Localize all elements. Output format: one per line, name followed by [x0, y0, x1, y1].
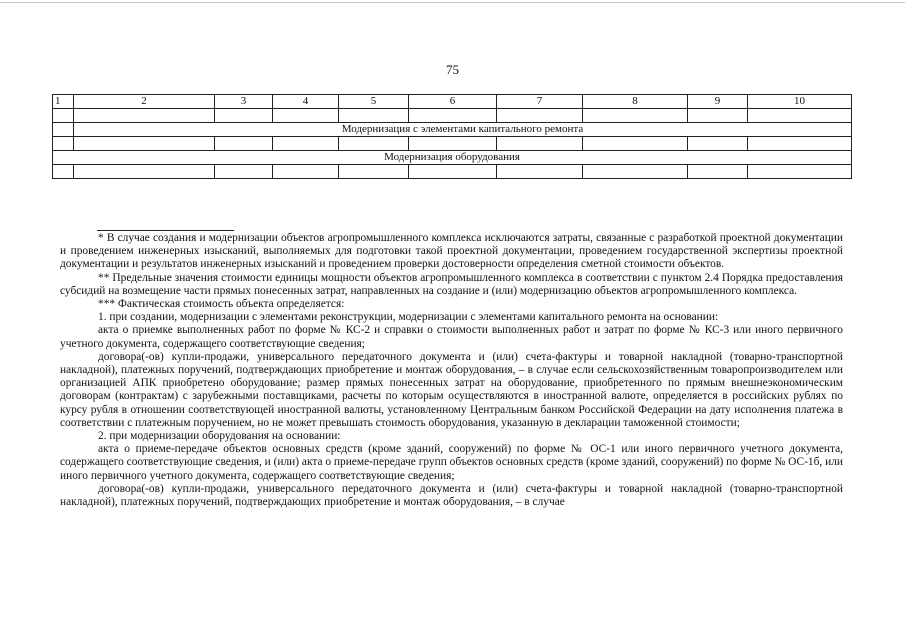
- table-row: [53, 109, 852, 123]
- footnote-paragraph: договора(-ов) купли-продажи, универсального передаточного документа и (или) счета-фактуры и товарной накладной (товарно-транспортной накладной), платежных поручений, подтверждающих приобретение и монтаж оборудования, – в случае: [60, 482, 843, 509]
- footnote-paragraph: * В случае создания и модернизации объектов агропромышленного комплекса исключаются затраты, связанные с разработкой проектной документации и проведением инженерных изысканий, выполняемых для подготовки такой проектной документации, проведением государственной экспертизы проектной документации и результатов инженерных изысканий и проведением проверки достоверности определения сметной стоимости объектов.: [60, 232, 843, 271]
- footnote-paragraph: ** Предельные значения стоимости единицы мощности объектов агропромышленного комплекса в соответствии с пунктом 2.4 Порядка предоставления субсидий на возмещение части прямых понесенных затрат, направленных на создание и (или) модернизацию объектов агропромышленного комплекса.: [60, 271, 843, 297]
- column-header: 4: [273, 95, 339, 109]
- footnote-paragraph: 2. при модернизации оборудования на основании:: [98, 430, 341, 443]
- data-table: [52, 94, 852, 179]
- column-header: 9: [688, 95, 748, 109]
- column-header: 7: [497, 95, 583, 109]
- footnote-paragraph: *** Фактическая стоимость объекта определяется:: [98, 298, 345, 311]
- page-number: 75: [446, 62, 459, 77]
- footnote-paragraph: акта о приемке выполненных работ по форме № КС-2 и справки о стоимости выполненных работ и затрат по форме № КС-3 или иного первичного учетного документа, содержащего соответствующие сведения;: [60, 324, 843, 350]
- footnotes: [60, 232, 843, 509]
- table-header-row: [53, 95, 852, 109]
- footnote-separator: [97, 230, 234, 231]
- footnote-paragraph: договора(-ов) купли-продажи, универсального передаточного документа и (или) счета-фактуры и товарной накладной (товарно-транспортной накладной), платежных поручений, подтверждающих приобретение и монтаж оборудования, – в случае если сельскохозяйственным товаропроизводителем или организацией АПК приобретено оборудование; размер прямых понесенных затрат на оборудование, приобретенного по прямым внешнеэкономическим договорам (контрактам) с зарубежными поставщиками, расчеты по которым осуществляются в иностранной валюте, определяется в российских рублях по курсу рубля в отношении соответствующей иностранной валюты, установленному Центральным банком Российской Федерации на дату исполнения платежа в соответствии с платежным поручением, но не может превышать стоимость оборудования, указанную в декларации таможенной стоимости;: [60, 350, 843, 429]
- table-row: [53, 137, 852, 151]
- column-header: 8: [583, 95, 688, 109]
- section-title: Модернизация с элементами капитального ремонта: [74, 123, 852, 137]
- footnote-paragraph: акта о приеме-передаче объектов основных средств (кроме зданий, сооружений) по форме № ОС-1 или иного первичного учетного документа, содержащего соответствующие сведения, и (или) акта о приеме-передаче групп объектов основных средств (кроме зданий, сооружений) по форме № ОС-1б, или иного первичного учетного документа, содержащего соответствующие сведения;: [60, 443, 843, 482]
- table-section-row: [53, 151, 852, 165]
- column-header: 2: [74, 95, 215, 109]
- column-header: 3: [215, 95, 273, 109]
- column-header: 10: [748, 95, 852, 109]
- column-header: 5: [339, 95, 409, 109]
- column-header: 1: [53, 95, 74, 109]
- column-header: 6: [409, 95, 497, 109]
- table-row: [53, 165, 852, 179]
- section-title: Модернизация оборудования: [53, 151, 852, 165]
- footnote-paragraph: 1. при создании, модернизации с элементами реконструкции, модернизации с элементами капитального ремонта на основании:: [98, 311, 719, 324]
- table-section-row: [53, 123, 852, 137]
- top-border-line: [0, 2, 905, 3]
